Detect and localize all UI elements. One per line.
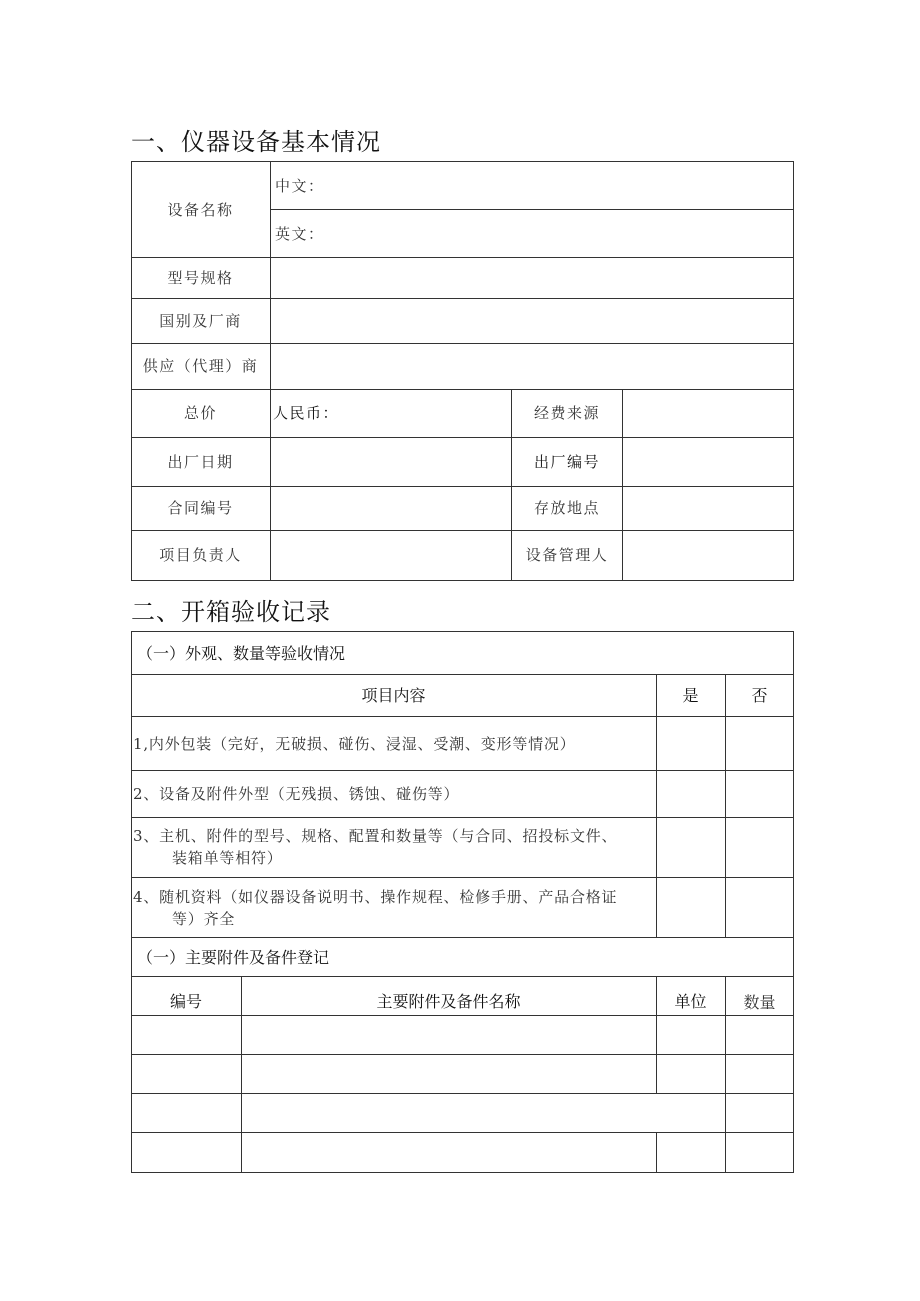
- chinese-name-field[interactable]: [330, 162, 792, 208]
- check-row-4-yes[interactable]: [657, 878, 724, 936]
- english-name-field[interactable]: [330, 210, 792, 256]
- supplier-field[interactable]: [271, 344, 793, 388]
- check-row-3-text-cont: 装箱单等相符）: [172, 849, 283, 867]
- accessory-row-3[interactable]: [132, 1094, 793, 1131]
- model-field[interactable]: [271, 258, 793, 297]
- label-project-lead: 项目负责人: [159, 546, 242, 564]
- col-header-quantity: 数量: [743, 993, 776, 1012]
- label-rmb: 人民币：: [273, 404, 340, 422]
- accessory-row-1[interactable]: [132, 1016, 793, 1053]
- label-device-name: 设备名称: [167, 201, 234, 219]
- label-serial-no: 出厂编号: [533, 453, 600, 471]
- project-lead-field[interactable]: [271, 531, 510, 579]
- device-manager-field[interactable]: [623, 531, 793, 579]
- section2-title: 二、开箱验收记录: [131, 598, 331, 626]
- check-row-1-no[interactable]: [726, 717, 793, 769]
- accessory-row-2[interactable]: [132, 1055, 793, 1092]
- check-row-2-text: 2、设备及附件外型（无残损、锈蚀、碰伤等）: [133, 785, 460, 803]
- check-row-4-no[interactable]: [726, 878, 793, 936]
- label-device-manager: 设备管理人: [525, 546, 609, 564]
- check-row-1-text: 1,内外包装（完好，无破损、碰伤、浸湿、受潮、变形等情况）: [133, 735, 576, 753]
- label-chinese: 中文：: [275, 177, 325, 195]
- mfg-date-field[interactable]: [271, 438, 510, 485]
- check-row-3-text: 3、主机、附件的型号、规格、配置和数量等（与合同、招投标文件、: [133, 827, 618, 845]
- col-header-accessory-name: 主要附件及备件名称: [376, 992, 521, 1011]
- check-row-1-yes[interactable]: [657, 717, 724, 769]
- check-row-4-text-cont: 等）齐全: [172, 910, 236, 928]
- col-header-number: 编号: [169, 992, 202, 1011]
- check-row-3-yes[interactable]: [657, 818, 724, 876]
- total-price-field[interactable]: [345, 390, 510, 436]
- label-contract-no: 合同编号: [167, 499, 234, 517]
- col-header-item: 项目内容: [361, 686, 426, 705]
- country-maker-field[interactable]: [271, 299, 793, 342]
- section1-title: 一、仪器设备基本情况: [131, 128, 381, 156]
- label-model: 型号规格: [167, 269, 234, 287]
- contract-no-field[interactable]: [271, 487, 510, 529]
- check-row-2-no[interactable]: [726, 771, 793, 816]
- label-location: 存放地点: [533, 499, 600, 517]
- label-english: 英文：: [275, 225, 325, 243]
- check-row-2-yes[interactable]: [657, 771, 724, 816]
- col-header-unit: 单位: [674, 992, 707, 1011]
- col-header-yes: 是: [682, 686, 699, 705]
- label-fund-source: 经费来源: [533, 404, 600, 422]
- label-country-maker: 国别及厂商: [159, 312, 242, 330]
- serial-no-field[interactable]: [623, 438, 793, 485]
- fund-source-field[interactable]: [623, 390, 793, 436]
- part1-heading: （一）外观、数量等验收情况: [137, 644, 346, 663]
- label-mfg-date: 出厂日期: [167, 453, 234, 471]
- label-supplier: 供应（代理）商: [142, 357, 259, 375]
- check-row-4-text: 4、随机资料（如仪器设备说明书、操作规程、检修手册、产品合格证: [133, 888, 618, 906]
- label-total-price: 总价: [183, 404, 217, 422]
- part2-heading: （一）主要附件及备件登记: [137, 948, 330, 967]
- col-header-no: 否: [751, 686, 768, 705]
- accessory-row-4[interactable]: [132, 1133, 793, 1172]
- location-field[interactable]: [623, 487, 793, 529]
- check-row-3-no[interactable]: [726, 818, 793, 876]
